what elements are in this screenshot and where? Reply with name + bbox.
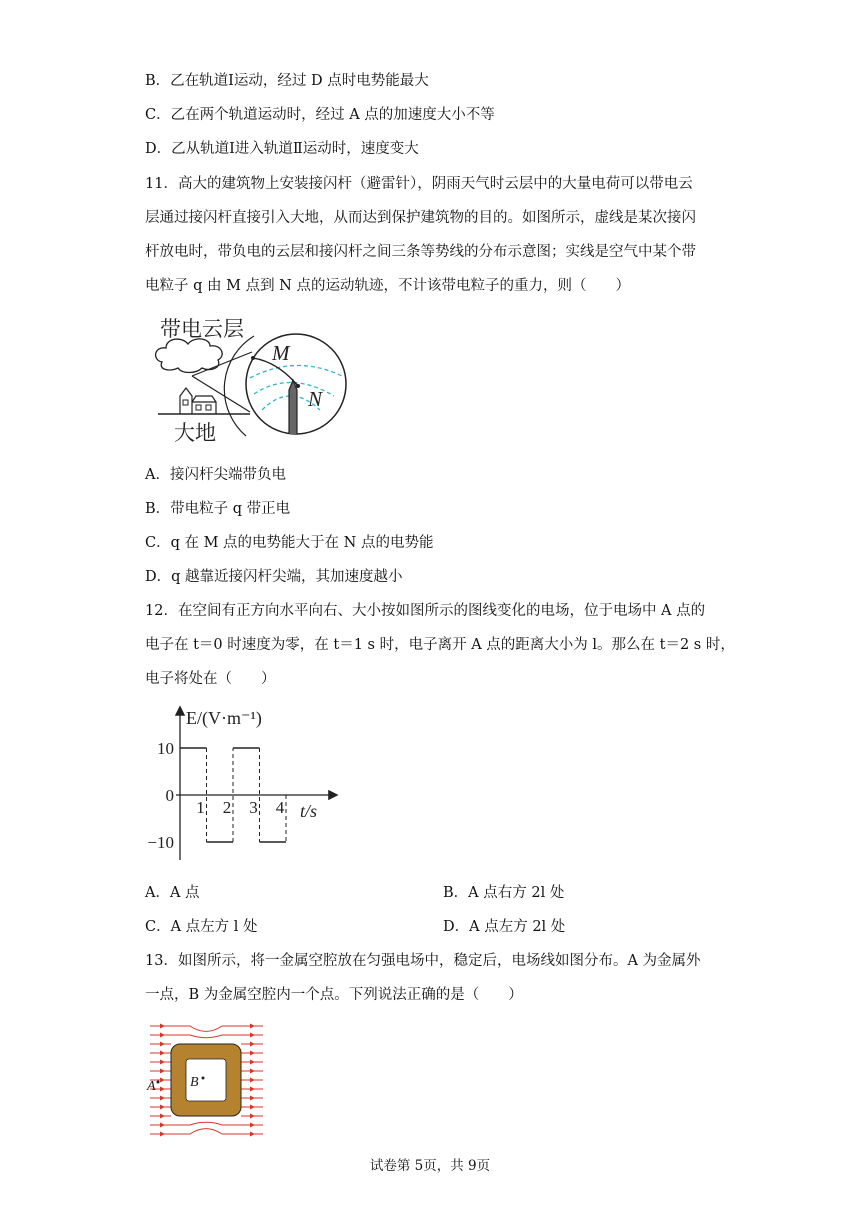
field-arrow	[160, 1132, 165, 1137]
e-field-chart	[140, 700, 350, 870]
field-arrow	[160, 1069, 165, 1074]
point-m-label: M	[272, 341, 290, 365]
field-arrow	[160, 1042, 165, 1047]
field-arrow	[160, 1087, 165, 1092]
q13-stem-line-1: 13．如图所示，将一金属空腔放在匀强电场中，稳定后，电场线如图分布。A 为金属外	[145, 953, 701, 969]
y-tick-label: 0	[165, 786, 174, 805]
q11-option-c: C．q 在 M 点的电势能大于在 N 点的电势能	[145, 535, 434, 551]
q11-option-d: D．q 越靠近接闪杆尖端，其加速度越小	[145, 569, 403, 585]
field-line	[150, 1035, 263, 1038]
point-b-label: B	[190, 1075, 199, 1090]
x-axis-label: t/s	[300, 801, 318, 821]
q10-option-d: D．乙从轨道Ⅰ进入轨道Ⅱ运动时，速度变大	[145, 141, 419, 157]
q12-option-b: B．A 点右方 2l 处	[443, 885, 565, 901]
field-line	[150, 1122, 263, 1125]
y-tick-label: −10	[147, 833, 174, 852]
x-tick-label: 3	[249, 798, 258, 817]
field-arrow	[160, 1123, 165, 1128]
x-tick-label: 1	[196, 798, 205, 817]
field-arrow	[160, 1033, 165, 1038]
field-arrow	[160, 1105, 165, 1110]
y-tick-label: 10	[157, 739, 174, 758]
field-arrow	[160, 1024, 165, 1029]
q11-stem-line-3: 杆放电时，带负电的云层和接闪杆之间三条等势线的分布示意图；实线是空气中某个带	[145, 244, 696, 260]
field-arrow	[250, 1078, 255, 1083]
point-n-label: N	[308, 387, 323, 411]
x-tick-label: 4	[275, 798, 285, 817]
cloud-label: 带电云层	[160, 317, 244, 341]
field-arrow	[250, 1114, 255, 1119]
field-arrow	[250, 1060, 255, 1065]
field-arrow	[250, 1024, 255, 1029]
field-line	[150, 1129, 263, 1134]
field-arrow	[250, 1069, 255, 1074]
field-arrow	[160, 1078, 165, 1083]
q11-stem-line-4: 电粒子 q 由 M 点到 N 点的运动轨迹，不计该带电粒子的重力，则（ ）	[145, 278, 630, 294]
field-arrow	[250, 1033, 255, 1038]
q11-option-b: B．带电粒子 q 带正电	[145, 501, 291, 517]
q11-stem-line-2: 层通过接闪杆直接引入大地，从而达到保护建筑物的目的。如图所示，虚线是某次接闪	[145, 210, 696, 226]
q10-option-b: B．乙在轨道Ⅰ运动，经过 D 点时电势能最大	[145, 73, 429, 89]
field-arrow	[160, 1114, 165, 1119]
q12-stem-line-2: 电子在 t＝0 时速度为零，在 t＝1 s 时，电子离开 A 点的距离大小为 l。那么在 t＝2 s 时，	[145, 637, 735, 653]
field-arrow	[160, 1060, 165, 1065]
field-arrow	[250, 1132, 255, 1137]
q11-option-a: A．接闪杆尖端带负电	[145, 467, 286, 483]
x-tick-label: 2	[222, 798, 232, 817]
lightning-rod-icon	[289, 380, 297, 434]
field-arrow	[250, 1042, 255, 1047]
q12-stem-line-1: 12．在空间有正方向水平向右、大小按如图所示的图线变化的电场，位于电场中 A 点的	[145, 603, 706, 619]
field-arrow	[160, 1051, 165, 1056]
q12-option-c: C．A 点左方 l 处	[145, 919, 258, 935]
field-line	[150, 1026, 263, 1031]
lightning-rod-figure	[150, 312, 360, 447]
q13-stem-line-2: 一点，B 为金属空腔内一个点。下列说法正确的是（ ）	[145, 987, 523, 1003]
q10-option-c: C．乙在两个轨道运动时，经过 A 点的加速度大小不等	[145, 107, 495, 123]
q12-option-d: D．A 点左方 2l 处	[443, 919, 566, 935]
field-arrow	[250, 1087, 255, 1092]
field-arrow	[250, 1096, 255, 1101]
q12-option-a: A．A 点	[145, 885, 200, 901]
ground-label: 大地	[174, 421, 216, 445]
field-arrow	[160, 1096, 165, 1101]
q11-stem-line-1: 11．高大的建筑物上安装接闪杆（避雷针），阴雨天气时云层中的大量电荷可以带电云	[145, 176, 693, 192]
metal-cavity-figure	[145, 1018, 270, 1143]
q12-stem-line-3: 电子将处在（ ）	[145, 671, 276, 687]
page-footer: 试卷第 5页，共 9页	[369, 1158, 491, 1174]
field-arrow	[250, 1123, 255, 1128]
y-axis-label: E/(V·m⁻¹)	[186, 708, 262, 728]
point-a-label: A	[147, 1079, 156, 1094]
field-arrow	[250, 1105, 255, 1110]
field-arrow	[250, 1051, 255, 1056]
